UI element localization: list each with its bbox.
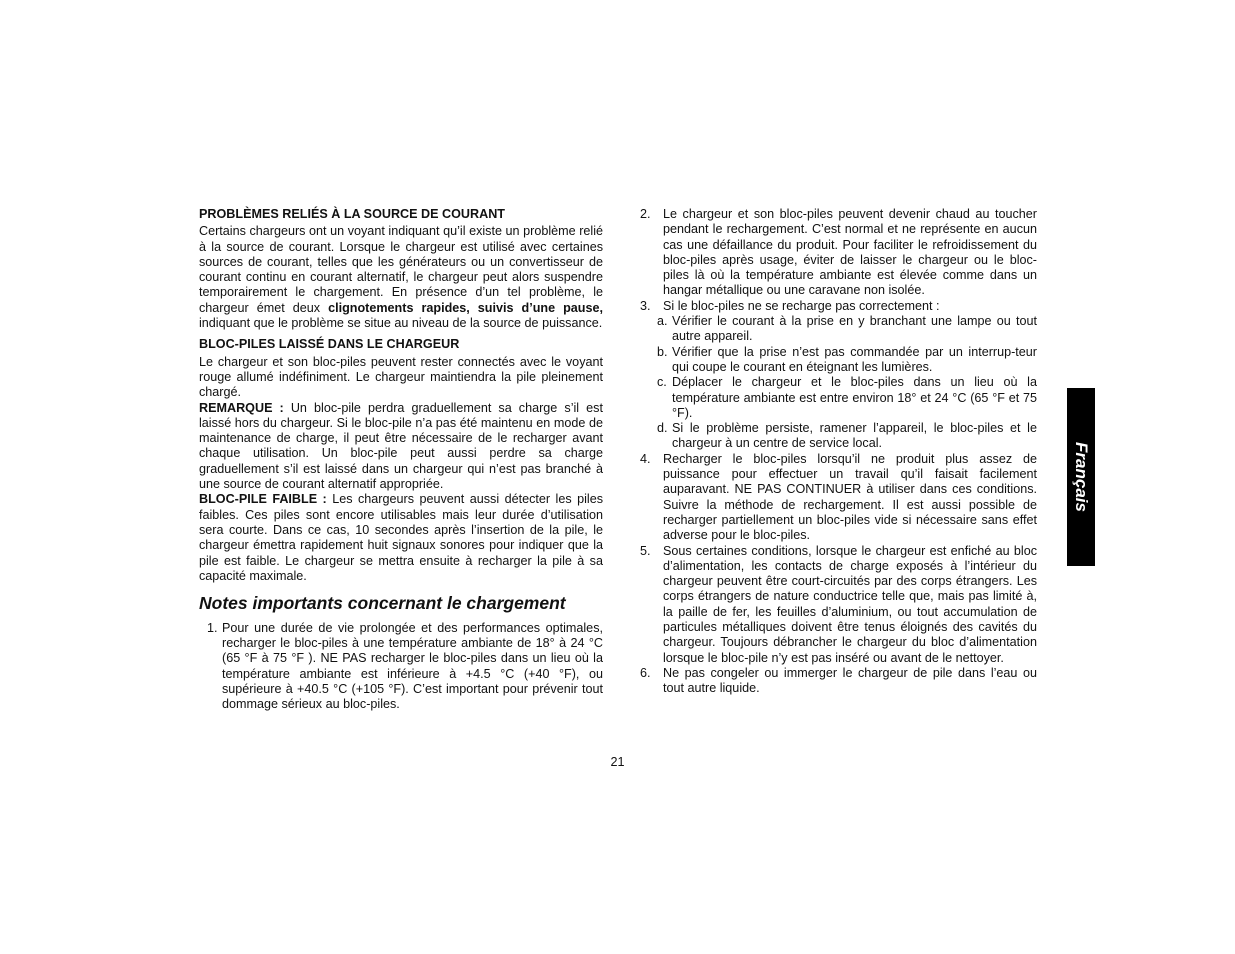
list-text: Recharger le bloc-piles lorsqu’il ne produit plus assez de puissance pour effectuer un travail qu’il faisait facilement auparavant. NE PAS CONTINUER à utiliser dans ces conditions. Suivre la méthode de rechargement. Il est aussi possible de recharger partiellement un bloc-piles vide si nécessaire sans effet adverse pour le bloc-piles. <box>663 451 1037 543</box>
sub-list-text: Vérifier le courant à la prise en y branchant une lampe ou tout autre appareil. <box>672 314 1037 344</box>
language-tab-label: Français <box>1072 442 1091 512</box>
list-number: 4. <box>640 451 651 466</box>
sub-list-item <box>657 314 1037 345</box>
sub-list-item <box>657 345 1037 376</box>
section-heading-power-source: PROBLÈMES RELIÉS À LA SOURCE DE COURANT <box>199 207 506 221</box>
sub-list-letter: b. <box>657 344 668 359</box>
text-run: indiquant que le problème se situe au niveau de la source de puissance. <box>199 316 603 331</box>
list-number: 3. <box>640 298 651 313</box>
list-item <box>640 299 1037 314</box>
sub-list-letter: d. <box>657 421 668 436</box>
paragraph-weak-pack <box>199 492 603 584</box>
text-run: Un bloc-pile perdra graduellement sa charge s’il est laissé hors du chargeur. Si le bloc-pile n’a pas été maintenu en mode de maintenance de charge, il peut être nécessaire de le recharger avant chaque utilisation. Un bloc-pile peut aussi perdre sa charge graduellement s’il est laissé dans un chargeur qui n’est pas branché à une source de courant alternatif appropriée. <box>199 400 603 492</box>
text-run: Certains chargeurs ont un voyant indiquant qu’il existe un problème relié à la source de courant. Lorsque le chargeur est utilisé avec certaines sources de courant, telles que les générateurs ou un convertisseur de courant continu en courant alternatif, le chargeur peut alors suspendre temporairement le chargement. En présence d’un tel problème, le chargeur émet deux <box>199 224 603 315</box>
list-number: 6. <box>640 665 651 680</box>
list-item <box>640 207 1037 299</box>
section-heading-left-in-charger: BLOC-PILES LAISSÉ DANS LE CHARGEUR <box>199 337 460 352</box>
page-number: 21 <box>610 755 625 769</box>
list-number: 2. <box>640 207 651 221</box>
remark-label: REMARQUE : <box>199 400 284 415</box>
list-number: 1. <box>207 620 218 635</box>
list-item <box>640 544 1037 666</box>
list-number: 5. <box>640 543 651 558</box>
text-run-bold: clignotements rapides, suivis d’une pause, <box>328 300 604 315</box>
list-item <box>199 621 603 713</box>
list-text: Si le bloc-piles ne se recharge pas correctement : <box>663 298 940 313</box>
list-text: Le chargeur et son bloc-piles peuvent devenir chaud au toucher pendant le rechargement. C’est normal et ne représente en aucun cas une défaillance du produit. Pour faciliter le refroidissement du bloc-piles après usage, éviter de laisser le chargeur ou le bloc-piles là où la température ambiante est élevée comme dans un hangar métallique ou une caravane non isolée. <box>663 207 1037 298</box>
weak-pack-label: BLOC-PILE FAIBLE : <box>199 492 327 507</box>
list-text: Ne pas congeler ou immerger le chargeur de pile dans l’eau ou tout autre liquide. <box>663 665 1037 696</box>
list-item <box>640 452 1037 544</box>
list-text: Sous certaines conditions, lorsque le chargeur est enfiché au bloc d’alimentation, les contacts de charge exposés à l’intérieur du chargeur peuvent être court-circuités par des corps étrangers. Les corps étrangers de nature conductrice telle que, mais pas limité à, la paille de fer, les feuilles d’aluminium, ou tout accumulation de particules métalliques doivent être tenus éloignés des cavités du chargeur. Toujours débrancher le chargeur du bloc d’alimentation lorsque le bloc-pile n’y est pas inséré ou avant de le nettoyer. <box>663 543 1037 665</box>
notes-section-title: Notes importants concernant le chargement <box>199 593 566 614</box>
sub-list-text: Vérifier que la prise n’est pas commandée par un interrup-teur qui coupe le courant en éteignant les lumières. <box>672 344 1037 374</box>
language-tab <box>1067 388 1095 566</box>
list-item <box>640 666 1037 697</box>
sub-list-letter: a. <box>657 314 668 329</box>
paragraph-left-in-charger: Le chargeur et son bloc-piles peuvent rester connectés avec le voyant rouge allumé indéfiniment. Le chargeur maintiendra la pile pleinement chargé. <box>199 354 603 400</box>
right-column <box>640 207 1037 697</box>
text-run: Les chargeurs peuvent aussi détecter les piles faibles. Ces piles sont encore utilisables mais leur durée d’utilisation sera courte. Dans ce cas, 10 secondes après l’insertion de la pile, le chargeur émettra rapidement huit signaux sonores pour indiquer que la pile est faible. Le chargeur se mettra ensuite à recharger la pile à sa capacité maximale. <box>199 492 603 583</box>
sub-list-text: Déplacer le chargeur et le bloc-piles dans un lieu où la température ambiante est entre environ 18° et 24 °C (65 °F et 75 °F). <box>672 375 1037 420</box>
sub-list-item <box>657 421 1037 452</box>
sub-list-item <box>657 375 1037 421</box>
paragraph-remark <box>199 401 603 493</box>
sub-list-letter: c. <box>657 375 667 390</box>
list-text: Pour une durée de vie prolongée et des performances optimales, recharger le bloc-piles à une température ambiante de 18° à 24 °C (65 °F à 75 °F ). NE PAS recharger le bloc-piles dans un lieu où la température ambiante est inférieure à +4.5 °C (+40 °F), ou supérieure à +40.5 °C (+105 °F). C’est important pour prévenir tout dommage sérieux au bloc-piles. <box>222 620 603 712</box>
paragraph-power-source <box>199 224 603 331</box>
left-column <box>199 207 603 712</box>
sub-list-text: Si le problème persiste, ramener l’appareil, le bloc-piles et le chargeur à un centre de service local. <box>672 421 1037 451</box>
